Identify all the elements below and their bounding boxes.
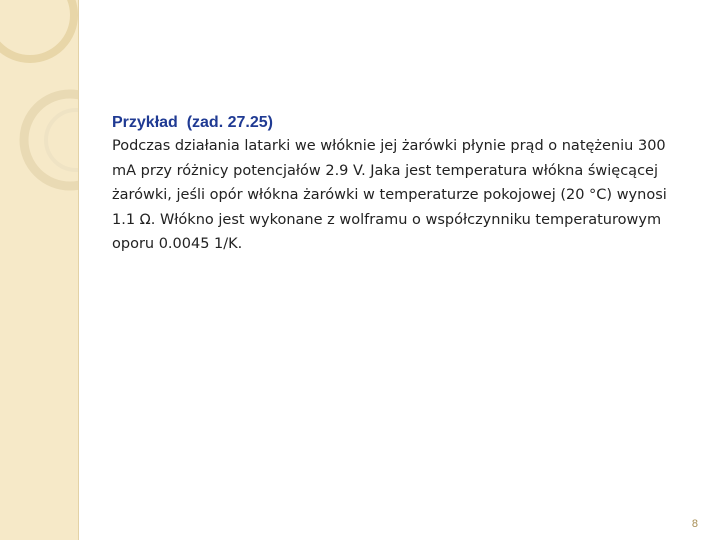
slide-title: Przykład (zad. 27.25) — [112, 114, 273, 131]
decorative-circle-middle — [24, 94, 78, 186]
problem-text: Podczas działania latarki we włóknie jej żarówki płynie prąd o natężeniu 300 mA przy różnicy potencjałów 2.9 V. Jaka jest temperatura włókna święcącej żarówki, jeśli opór włókna żarówki w temperaturze pokojowej (20 °C) wynosi 1.1 Ω. Włókno jest wykonane z wolframu o współczynniku temperaturowym oporu 0.0045 1/K. — [112, 138, 667, 252]
decorative-side-band — [0, 0, 79, 540]
slide-content — [112, 112, 692, 257]
decorative-circle-inner — [46, 110, 78, 170]
decorative-circles — [0, 0, 78, 540]
page-number: 8 — [691, 518, 698, 530]
decorative-circle-top — [0, 0, 74, 59]
